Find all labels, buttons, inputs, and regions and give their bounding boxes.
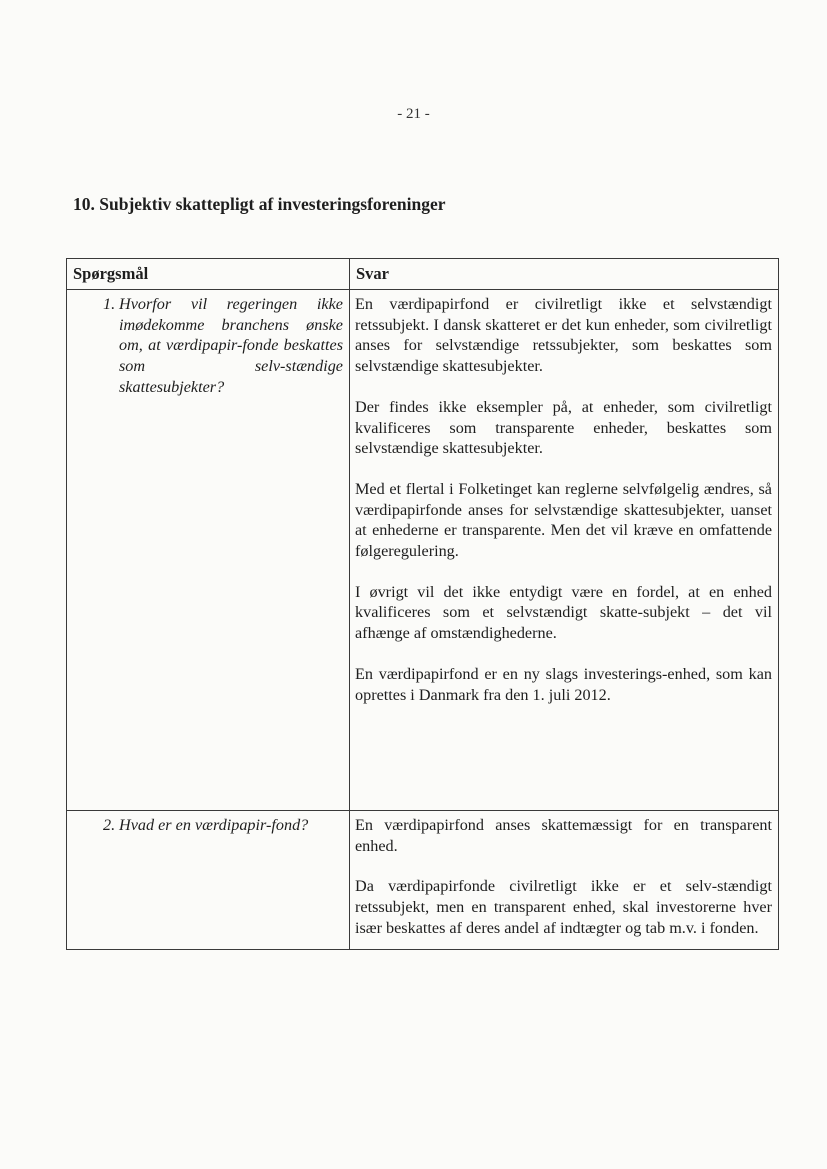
table-header-row <box>67 259 779 290</box>
answer-paragraph: En værdipapirfond er en ny slags investerings-enhed, som kan oprettes i Danmark fra den 1. juli 2012. <box>355 664 772 704</box>
header-answer: Svar <box>350 259 779 290</box>
answer-cell <box>350 811 779 950</box>
answer-cell <box>350 290 779 811</box>
answer-paragraph: En værdipapirfond anses skattemæssigt for en transparent enhed. <box>355 816 772 855</box>
answer-paragraph: Der findes ikke eksempler på, at enheder, som civilretligt kvalificeres som transparente enheder, beskattes som selvstændige skattesubjekter. <box>355 397 772 458</box>
table-row <box>67 290 779 811</box>
question-cell <box>67 290 350 811</box>
table-row <box>67 811 779 950</box>
question-text: Hvad er en værdipapir-fond? <box>119 816 309 834</box>
question-number: 2. <box>103 816 116 834</box>
section-heading: 10. Subjektiv skattepligt af investeringsforeninger <box>73 194 446 214</box>
page-number: - 21 - <box>397 106 430 122</box>
question-cell <box>67 811 350 950</box>
qa-table <box>66 258 779 950</box>
answer-paragraph: Da værdipapirfonde civilretligt ikke er et selv-stændigt retssubjekt, men en transparent enhed, skal investorerne hver især beskattes af deres andel af indtægter og tab m.v. i fonden. <box>355 877 772 937</box>
answer-paragraph: I øvrigt vil det ikke entydigt være en fordel, at en enhed kvalificeres som et selvstændigt skatte-subjekt – det vil afhænge af omstændighederne. <box>355 582 772 643</box>
question-text: Hvorfor vil regeringen ikke imødekomme branchens ønske om, at værdipapir-fonde beskattes som selv-stændige skattesubjekter? <box>119 295 343 396</box>
answer-paragraph: Med et flertal i Folketinget kan reglerne selvfølgelig ændres, så værdipapirfonde anses for selvstændige skattesubjekter, uanset at enhederne er transparente. Men det vil kræve en omfattende følgeregulering. <box>355 479 772 561</box>
answer-paragraph: En værdipapirfond er civilretligt ikke et selvstændigt retssubjekt. I dansk skatteret er det kun enheder, som civilretligt anses for selvstændige retssubjekter, som beskattes som selvstændige skattesubjekter. <box>355 295 772 376</box>
question-number: 1. <box>103 295 116 313</box>
header-question: Spørgsmål <box>67 259 350 290</box>
